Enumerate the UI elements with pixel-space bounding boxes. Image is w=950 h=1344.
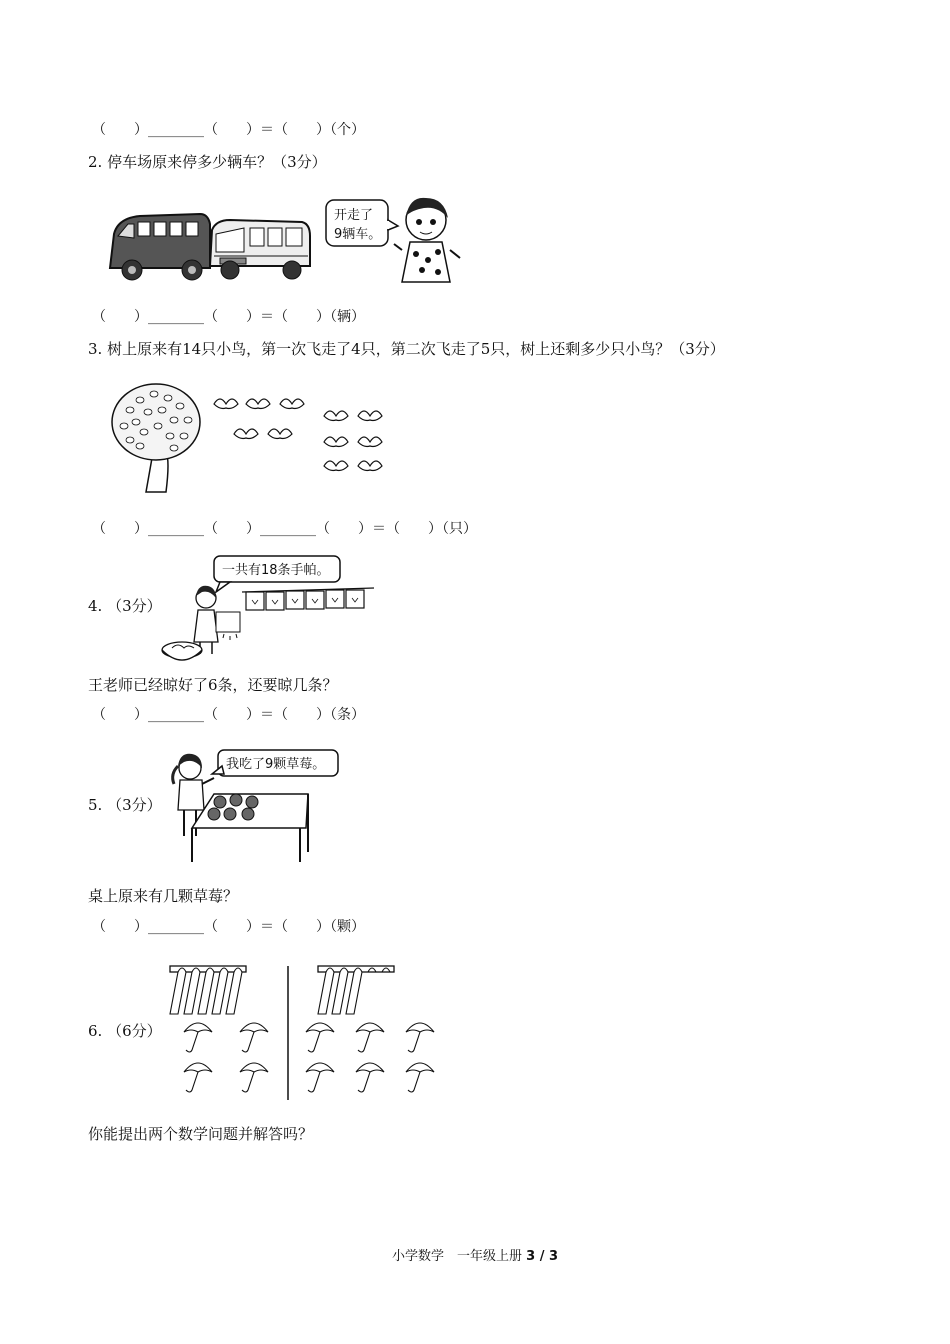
question-5-label: 5. （3分）: [88, 796, 162, 814]
girl-illustration: [194, 586, 240, 654]
svg-text:开走了: 开走了: [334, 208, 374, 223]
question-6-label: 6. （6分）: [88, 1022, 162, 1040]
answer-row-4: （ ）________（ ）＝（ ）（条）: [92, 707, 365, 723]
girl-illustration: [394, 198, 460, 282]
clothesline-handkerchiefs: [242, 588, 374, 610]
svg-text:一共有18条手帕。: 一共有18条手帕。: [222, 563, 330, 578]
question-4-label: 4. （3分）: [88, 597, 162, 615]
svg-text:我吃了9颗草莓。: 我吃了9颗草莓。: [226, 757, 326, 772]
question-6-text: 你能提出两个数学问题并解答吗？: [88, 1125, 314, 1143]
question-3-figure: [110, 380, 410, 495]
answer-row-5: （ ）________（ ）＝（ ）（颗）: [92, 919, 365, 935]
bus-illustration: [210, 220, 310, 279]
question-4-text: 王老师已经晾好了6条，还要晾几条？: [88, 676, 338, 694]
question-4-figure: [158, 548, 378, 664]
answer-row-2: （ ）________（ ）＝（ ）（辆）: [92, 309, 365, 325]
page-number: 3 / 3: [526, 1249, 559, 1264]
question-5-text: 桌上原来有几颗草莓？: [88, 887, 239, 905]
tree-illustration: [112, 384, 200, 492]
question-2-text: 2. 停车场原来停多少辆车？（3分）: [88, 153, 327, 171]
umbrella-rack-right: [318, 966, 394, 1014]
van-illustration: [110, 214, 210, 280]
umbrella-rack-left: [170, 966, 246, 1014]
page-footer: [0, 1245, 950, 1264]
speech-bubble: [326, 200, 398, 246]
question-3-text: 3. 树上原来有14只小鸟，第一次飞走了4只，第二次飞走了5只，树上还剩多少只小鸟？（3分）: [88, 340, 725, 358]
open-umbrellas: [184, 1023, 434, 1092]
question-5-figure: [162, 744, 362, 866]
footer-text: 小学数学 一年级上册: [391, 1249, 522, 1264]
birds-group-left: [214, 399, 304, 439]
basin-illustration: [162, 642, 202, 660]
answer-row-3: （ ）________（ ）________（ ）＝（ ）（只）: [92, 521, 477, 537]
question-6-figure: [160, 958, 452, 1102]
question-2-figure: [104, 190, 464, 286]
speech-bubble: [214, 556, 340, 592]
answer-row-1: （ ）________（ ）＝（ ）（个）: [92, 122, 365, 138]
speech-bubble: [212, 750, 338, 776]
birds-group-right: [324, 411, 382, 471]
svg-text:9辆车。: 9辆车。: [334, 227, 382, 242]
